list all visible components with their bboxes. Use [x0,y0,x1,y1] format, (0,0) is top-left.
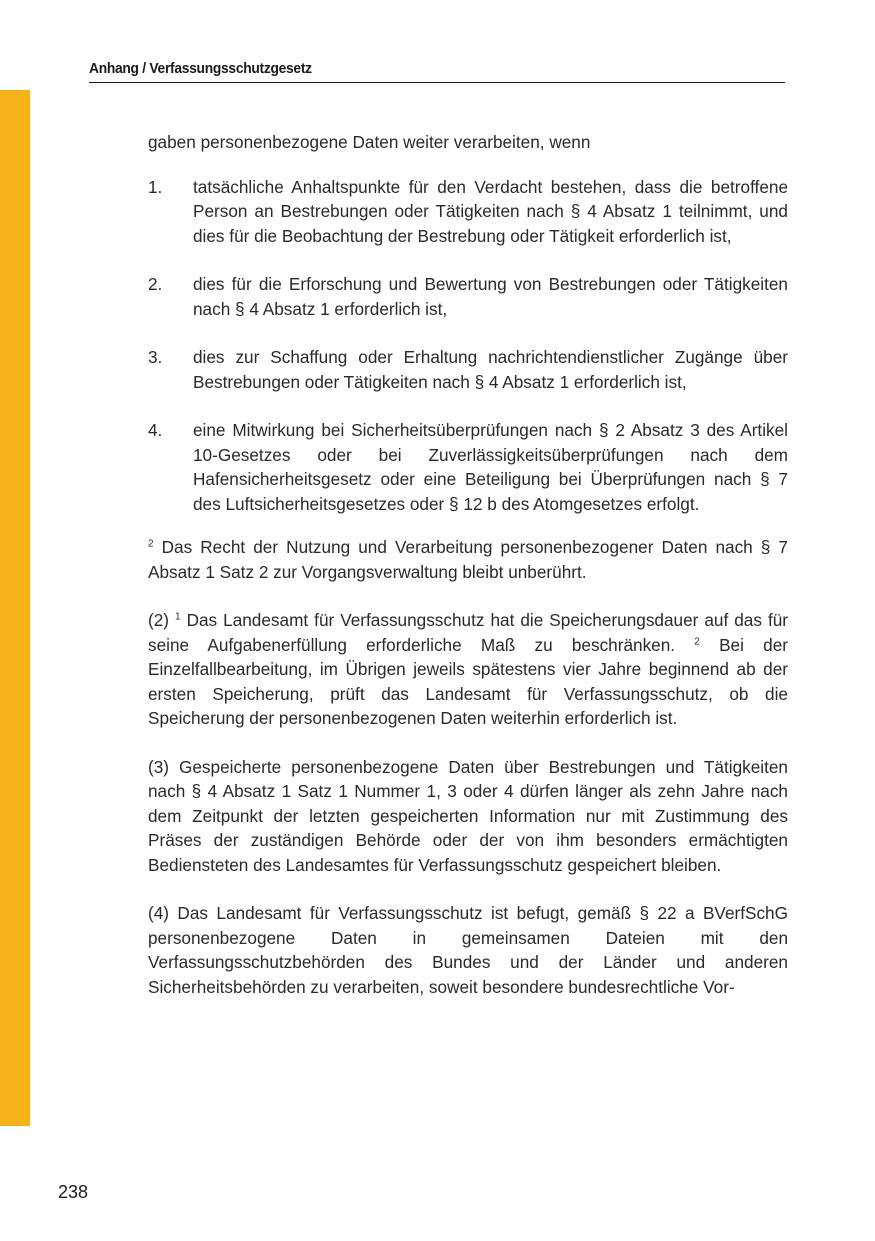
numbered-list [148,175,788,517]
paragraph-sentence-2 [148,535,788,584]
list-item-text: tatsächliche Anhaltspunkte für den Verdacht bestehen, dass die betroffene Person an Bestrebungen oder Tätigkeiten nach § 4 Absatz 1 teilnimmt, und dies für die Beobachtung der Bestrebung oder Tätigkeit erforderlich ist, [193,176,788,246]
list-item-number: 1. [148,176,163,197]
paragraph-text: Bei der Einzelfallbearbeitung, im Übrigen jeweils spätestens vier Jahre beginnend ab der ersten Speicherung, prüft das Landesamt für Verfassungsschutz, ob die Speicherung der personenbezogenen Daten weiterhin erforderlich ist. [148,634,788,728]
list-item-text: dies zur Schaffung oder Erhaltung nachrichtendienstlicher Zugänge über Bestrebungen oder Tätigkeiten nach § 4 Absatz 1 erforderlich ist, [193,347,788,392]
lead-paragraph: gaben personenbezogene Daten weiter verarbeiten, wenn [148,132,591,152]
paragraph-text: Das Landesamt für Verfassungsschutz hat die Speicherungsdauer auf das für seine Aufgabenerfüllung erforderliche Maß zu beschränken. [148,610,789,655]
sentence-number: 2 [694,635,700,647]
paragraph-text: Das Recht der Nutzung und Verarbeitung personenbezogener Daten nach § 7 Absatz 1 Satz 2 zur Vorgangsverwaltung bleibt unberührt. [148,537,788,582]
running-header: Anhang / Verfassungsschutzgesetz [89,60,312,77]
list-item [148,418,788,516]
chapter-tab-bar [0,90,30,1126]
list-item [148,175,788,249]
list-item [148,272,788,321]
list-item-number: 4. [148,420,163,440]
list-item [148,345,788,394]
paragraph-section-4: (4) Das Landesamt für Verfassungsschutz ist befugt, gemäß § 22 a BVerfSchG personenbezogene Daten in gemeinsamen Dateien mit den Verfassungsschutzbehörden des Bundes und der Länder und anderen Sicherheitsbehörden zu verarbeiten, soweit besondere bundesrechtliche Vor- [148,903,788,997]
list-item-text: dies für die Erforschung und Bewertung von Bestrebungen oder Tätigkeiten nach § 4 Absatz 1 erforderlich ist, [193,274,788,319]
header-rule [89,82,785,83]
list-item-number: 2. [148,274,163,294]
paragraph-section-2 [148,608,788,731]
list-item-text: eine Mitwirkung bei Sicherheitsüberprüfungen nach § 2 Absatz 3 des Artikel 10-Gesetzes oder bei Zuverlässigkeitsüberprüfungen nach dem Hafensicherheitsgesetz oder eine Beteiligung bei Überprüfungen nach § 7 des Luftsicherheitsgesetzes oder § 12 b des Atomgesetzes erfolgt. [193,420,788,514]
sentence-number: 1 [175,611,181,623]
paragraph-section-3: (3) Gespeicherte personenbezogene Daten über Bestrebungen und Tätigkeiten nach § 4 Absatz 1 Satz 1 Nummer 1, 3 oder 4 dürfen länger als zehn Jahre nach dem Zeitpunkt der letzten gespeicherten Information nur mit Zustimmung des Präses der zuständigen Behörde oder der von ihm besonders ermächtigten Bediensteten des Landesamtes für Verfassungsschutz gespeichert bleiben. [148,756,788,875]
list-item-number: 3. [148,347,163,367]
page-body [148,130,788,999]
sentence-number: 2 [148,538,154,550]
page-number: 238 [58,1182,89,1202]
section-number: (2) [148,610,176,630]
